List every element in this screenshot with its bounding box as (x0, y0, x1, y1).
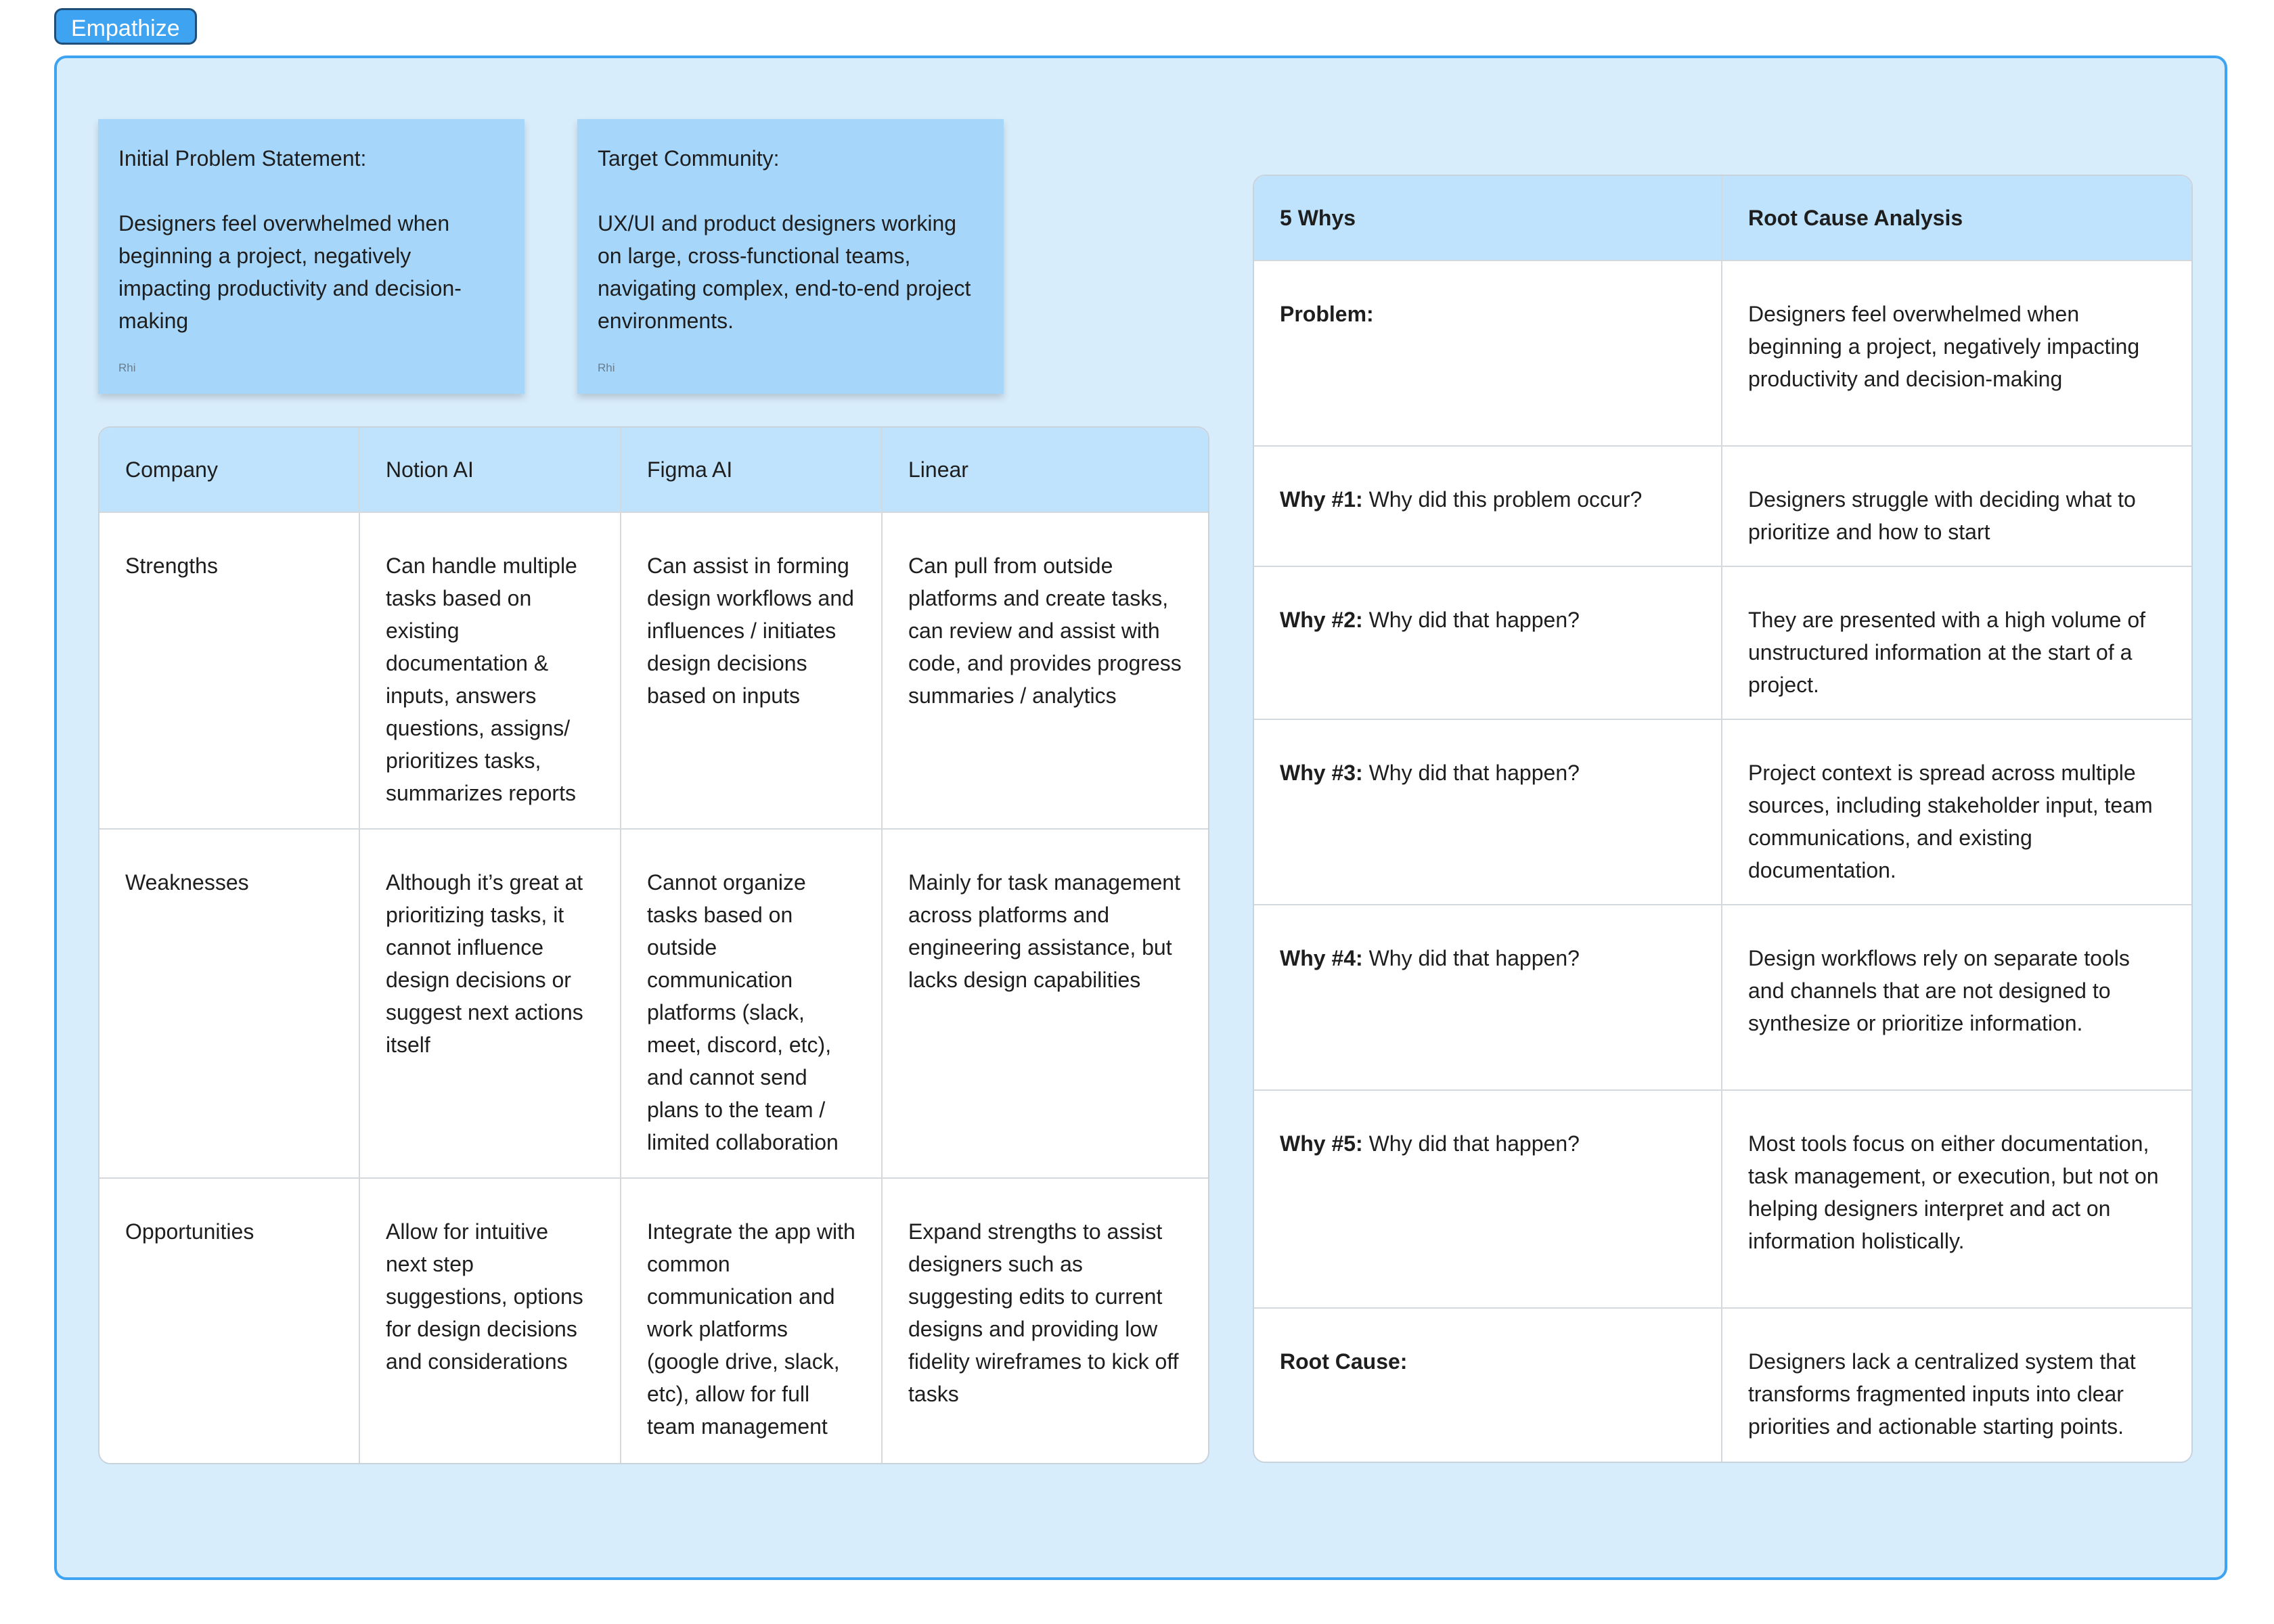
answer-cell[interactable]: Project context is spread across multiple sources, including stakeholder input, team communications, and existing documentation. (1722, 720, 2191, 905)
why-question: Why did this problem occur? (1362, 487, 1643, 512)
why-label: Why #3: (1280, 761, 1363, 785)
why-cell[interactable] (1254, 905, 1722, 1091)
answer-cell[interactable]: Designers lack a centralized system that transforms fragmented inputs into clear priorities and actionable starting points. (1748, 1349, 2136, 1439)
answer-cell[interactable]: Designers struggle with deciding what to prioritize and how to start (1722, 447, 2191, 567)
table-cell[interactable]: Integrate the app with common communication and work platforms (google drive, slack, etc), allow for full team management (621, 1179, 883, 1463)
table-row-root-cause (1254, 1309, 2191, 1462)
why-cell[interactable] (1254, 447, 1722, 567)
table-row-why-5 (1254, 1091, 2191, 1309)
why-label: Root Cause: (1280, 1349, 1408, 1374)
sticky-heading: Initial Problem Statement: (118, 146, 367, 171)
sticky-body: UX/UI and product designers working on large, cross-functional teams, navigating complex, end-to-end project environments. (598, 211, 971, 333)
table-cell[interactable]: Allow for intuitive next step suggestions, options for design decisions and considerations (360, 1179, 621, 1463)
why-label: Why #4: (1280, 946, 1363, 970)
why-question: Why did that happen? (1362, 1131, 1580, 1156)
row-label[interactable]: Strengths (99, 513, 360, 830)
table-row-why-1 (1254, 447, 2191, 567)
table-row-why-2 (1254, 567, 2191, 720)
sticky-body: Designers feel overwhelmed when beginning a project, negatively impacting productivity and decision-making (118, 211, 462, 333)
table-row-strengths (99, 513, 1208, 830)
header-cell-figma-ai[interactable]: Figma AI (621, 428, 883, 513)
sticky-note-problem-statement[interactable] (98, 119, 525, 394)
header-cell-five-whys[interactable]: 5 Whys (1254, 176, 1722, 261)
why-cell[interactable] (1254, 261, 1722, 447)
table-row-why-3 (1254, 720, 2191, 905)
header-cell-root-cause-analysis[interactable]: Root Cause Analysis (1722, 176, 2191, 261)
table-row-problem (1254, 261, 2191, 447)
answer-cell[interactable]: Designers feel overwhelmed when beginning a project, negatively impacting productivity and decision-making (1722, 261, 2191, 447)
table-cell[interactable]: Can pull from outside platforms and create tasks, can review and assist with code, and provides progress summaries / analytics (883, 513, 1208, 830)
table-cell[interactable]: Can assist in forming design workflows and influences / initiates design decisions based on inputs (621, 513, 883, 830)
why-question: Why did that happen? (1362, 608, 1580, 632)
why-cell[interactable] (1254, 567, 1722, 720)
why-question: Why did that happen? (1362, 946, 1580, 970)
why-label: Problem: (1280, 302, 1374, 326)
why-label: Why #1: (1280, 487, 1363, 512)
table-row-weaknesses (99, 830, 1208, 1179)
sticky-heading: Target Community: (598, 146, 780, 171)
why-question: Why did that happen? (1362, 761, 1580, 785)
table-row-opportunities (99, 1179, 1208, 1463)
answer-cell[interactable]: They are presented with a high volume of unstructured information at the start of a project. (1722, 567, 2191, 720)
header-cell-notion-ai[interactable]: Notion AI (360, 428, 621, 513)
why-label: Why #2: (1280, 608, 1363, 632)
sticky-note-target-community[interactable] (577, 119, 1004, 394)
sticky-author: Rhi (118, 361, 136, 374)
table-header-row (99, 428, 1208, 513)
why-label: Why #5: (1280, 1131, 1363, 1156)
table-header-row (1254, 176, 2191, 261)
answer-cell[interactable]: Design workflows rely on separate tools and channels that are not designed to synthesize or prioritize information. (1722, 905, 2191, 1091)
row-label[interactable]: Opportunities (99, 1179, 360, 1463)
section-label[interactable]: Empathize (54, 8, 197, 45)
table-row-why-4 (1254, 905, 2191, 1091)
why-cell[interactable] (1254, 1309, 1722, 1462)
table-cell[interactable]: Cannot organize tasks based on outside communication platforms (slack, meet, discord, etc), and cannot send plans to the team / limited collaboration (621, 830, 883, 1179)
why-cell[interactable] (1254, 1091, 1722, 1309)
answer-cell[interactable]: Most tools focus on either documentation, task management, or execution, but not on helping designers interpret and act on information holistically. (1722, 1091, 2191, 1309)
why-cell[interactable] (1254, 720, 1722, 905)
table-cell[interactable]: Mainly for task management across platforms and engineering assistance, but lacks design capabilities (883, 830, 1208, 1179)
five-whys-table[interactable] (1253, 175, 2193, 1463)
table-cell[interactable]: Can handle multiple tasks based on existing documentation & inputs, answers questions, assigns/ prioritizes tasks, summarizes reports (360, 513, 621, 830)
competitor-analysis-table[interactable] (98, 426, 1209, 1464)
table-cell[interactable]: Expand strengths to assist designers such as suggesting edits to current designs and providing low fidelity wireframes to kick off tasks (908, 1219, 1179, 1406)
sticky-author: Rhi (598, 361, 615, 374)
header-cell-company[interactable]: Company (99, 428, 360, 513)
header-cell-linear[interactable]: Linear (883, 428, 1208, 513)
row-label[interactable]: Weaknesses (99, 830, 360, 1179)
table-cell[interactable]: Although it’s great at prioritizing tasks, it cannot influence design decisions or suggest next actions itself (360, 830, 621, 1179)
